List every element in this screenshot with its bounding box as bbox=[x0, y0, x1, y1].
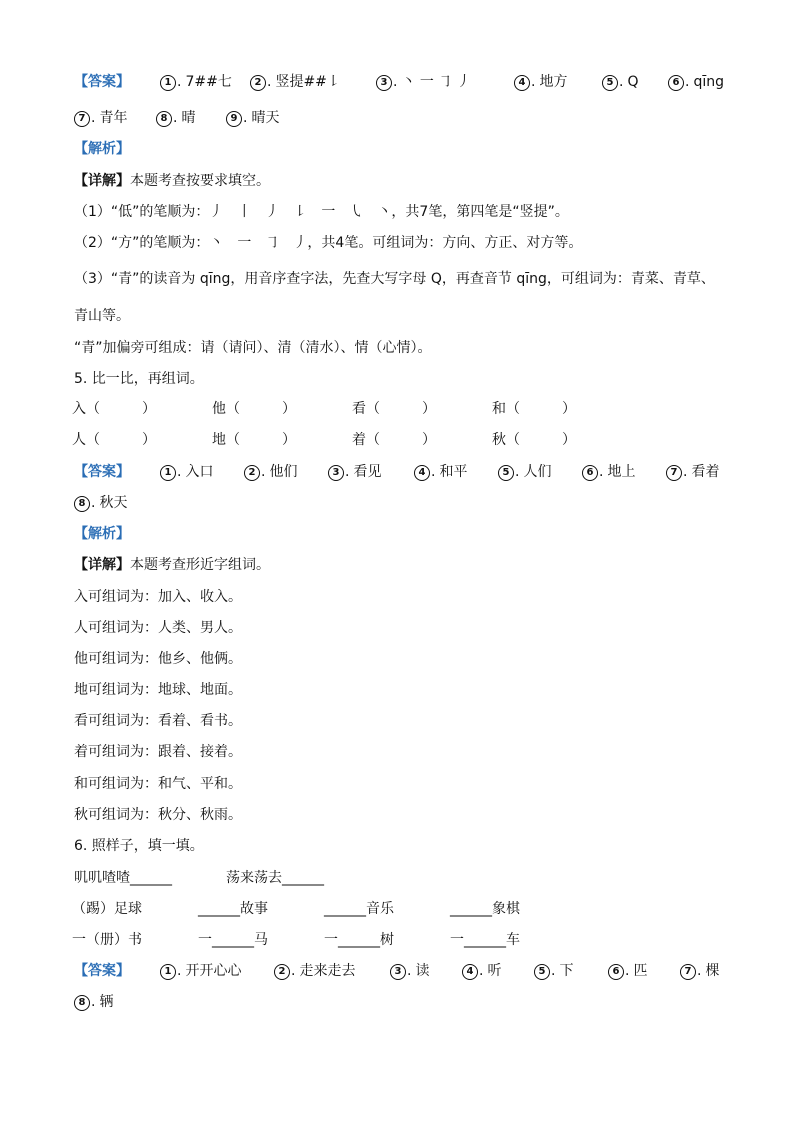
paragraph: （1）“低”的笔顺为：丿 丨 丿 ㇙ 一 ㇂ 丶，共7笔，第四笔是“竖提”。 bbox=[74, 204, 569, 220]
answer-item: 4 . 地方 bbox=[514, 71, 567, 93]
detail-line bbox=[74, 170, 734, 192]
exercise-row bbox=[74, 398, 734, 420]
question-title: 5. 比一比，再组词。 bbox=[74, 371, 204, 387]
answer-item: 5 . Q bbox=[602, 71, 638, 93]
answer-item: 2 . 走来走去 bbox=[274, 960, 355, 982]
exercise-row bbox=[74, 898, 734, 920]
detail-text: 本题考查形近字组词。 bbox=[130, 557, 270, 573]
answer-item: 8 . 晴 bbox=[156, 107, 195, 129]
analysis-line bbox=[74, 523, 734, 545]
exercise-item: 秋（ ） bbox=[492, 432, 576, 448]
paragraph: 秋可组词为：秋分、秋雨。 bbox=[74, 807, 242, 823]
paragraph: 他可组词为：他乡、他俩。 bbox=[74, 651, 242, 667]
answer-item: 3 . 丶 一 ㇆ 丿 bbox=[376, 71, 471, 93]
answer-line bbox=[74, 492, 734, 514]
detail-text: 本题考查按要求填空。 bbox=[130, 173, 270, 189]
exercise-item: （踢）足球 bbox=[72, 901, 142, 917]
answer-item: 7 . 棵 bbox=[680, 960, 719, 982]
paragraph: 地可组词为：地球、地面。 bbox=[74, 682, 242, 698]
answer-item: 2 . 竖提##㇙ bbox=[250, 71, 341, 93]
exercise-item: 荡来荡去______ bbox=[226, 870, 324, 886]
paragraph: 着可组词为：跟着、接着。 bbox=[74, 744, 242, 760]
exercise-item: 地（ ） bbox=[212, 432, 296, 448]
answer-item: 7 . 青年 bbox=[74, 107, 127, 129]
exercise-item: 看（ ） bbox=[352, 401, 436, 417]
analysis-tag: 【解析】 bbox=[74, 141, 130, 157]
answer-item: 3 . 读 bbox=[390, 960, 429, 982]
detail-line bbox=[74, 554, 734, 576]
paragraph: “青”加偏旁可组成：请（请问）、清（清水）、情（心情）。 bbox=[74, 340, 432, 356]
answer-item: 5 . 人们 bbox=[498, 461, 551, 483]
paragraph: （3）“青”的读音为 qīng，用音序查字法，先查大写字母 Q，再查音节 qīng，可组词为：青菜、青草、 bbox=[74, 271, 715, 287]
exercise-item: 和（ ） bbox=[492, 401, 576, 417]
answer-line bbox=[74, 960, 734, 982]
exercise-row bbox=[74, 429, 734, 451]
exercise-item: 入（ ） bbox=[72, 401, 156, 417]
exercise-item: 他（ ） bbox=[212, 401, 296, 417]
paragraph: （2）“方”的笔顺为：丶 一 ㇆ 丿，共4笔。可组词为：方向、方正、对方等。 bbox=[74, 235, 583, 251]
answer-line bbox=[74, 107, 734, 129]
answer-item: 4 . 听 bbox=[462, 960, 501, 982]
exercise-item: 叽叽喳喳______ bbox=[74, 870, 172, 886]
answer-item: 9 . 晴天 bbox=[226, 107, 279, 129]
answer-item: 5 . 下 bbox=[534, 960, 573, 982]
answer-line bbox=[74, 71, 734, 93]
answer-item: 4 . 和平 bbox=[414, 461, 467, 483]
answer-item: 1 . 7##七 bbox=[160, 71, 232, 93]
answer-tag: 【答案】 bbox=[74, 464, 130, 480]
answer-line bbox=[74, 461, 734, 483]
answer-tag: 【答案】 bbox=[74, 963, 130, 979]
answer-item: 6 . 地上 bbox=[582, 461, 635, 483]
detail-tag: 【详解】 bbox=[74, 173, 130, 189]
paragraph: 人可组词为：人类、男人。 bbox=[74, 620, 242, 636]
exercise-row bbox=[74, 867, 734, 889]
exercise-item: 一______马 bbox=[198, 932, 268, 948]
exercise-item: ______故事 bbox=[198, 901, 268, 917]
question-title: 6. 照样子，填一填。 bbox=[74, 838, 204, 854]
answer-item: 3 . 看见 bbox=[328, 461, 381, 483]
exercise-item: ______象棋 bbox=[450, 901, 520, 917]
answer-item: 7 . 看着 bbox=[666, 461, 719, 483]
answer-item: 1 . 开开心心 bbox=[160, 960, 241, 982]
paragraph: 和可组词为：和气、平和。 bbox=[74, 776, 242, 792]
paragraph: 青山等。 bbox=[74, 308, 130, 324]
exercise-item: 一______车 bbox=[450, 932, 520, 948]
analysis-line bbox=[74, 138, 734, 160]
exercise-item: 人（ ） bbox=[72, 432, 156, 448]
exercise-item: ______音乐 bbox=[324, 901, 394, 917]
answer-line bbox=[74, 991, 734, 1013]
answer-item: 1 . 入口 bbox=[160, 461, 213, 483]
answer-item: 2 . 他们 bbox=[244, 461, 297, 483]
exercise-item: 一（册）书 bbox=[72, 932, 142, 948]
answer-item: 8 . 辆 bbox=[74, 991, 113, 1013]
paragraph: 入可组词为：加入、收入。 bbox=[74, 589, 242, 605]
answer-item: 6 . qīng bbox=[668, 71, 724, 93]
answer-tag: 【答案】 bbox=[74, 74, 130, 90]
paragraph: 看可组词为：看着、看书。 bbox=[74, 713, 242, 729]
answer-item: 6 . 匹 bbox=[608, 960, 647, 982]
exercise-item: 着（ ） bbox=[352, 432, 436, 448]
answer-item: 8 . 秋天 bbox=[74, 492, 127, 514]
analysis-tag: 【解析】 bbox=[74, 526, 130, 542]
detail-tag: 【详解】 bbox=[74, 557, 130, 573]
exercise-item: 一______树 bbox=[324, 932, 394, 948]
exercise-row bbox=[74, 929, 734, 951]
